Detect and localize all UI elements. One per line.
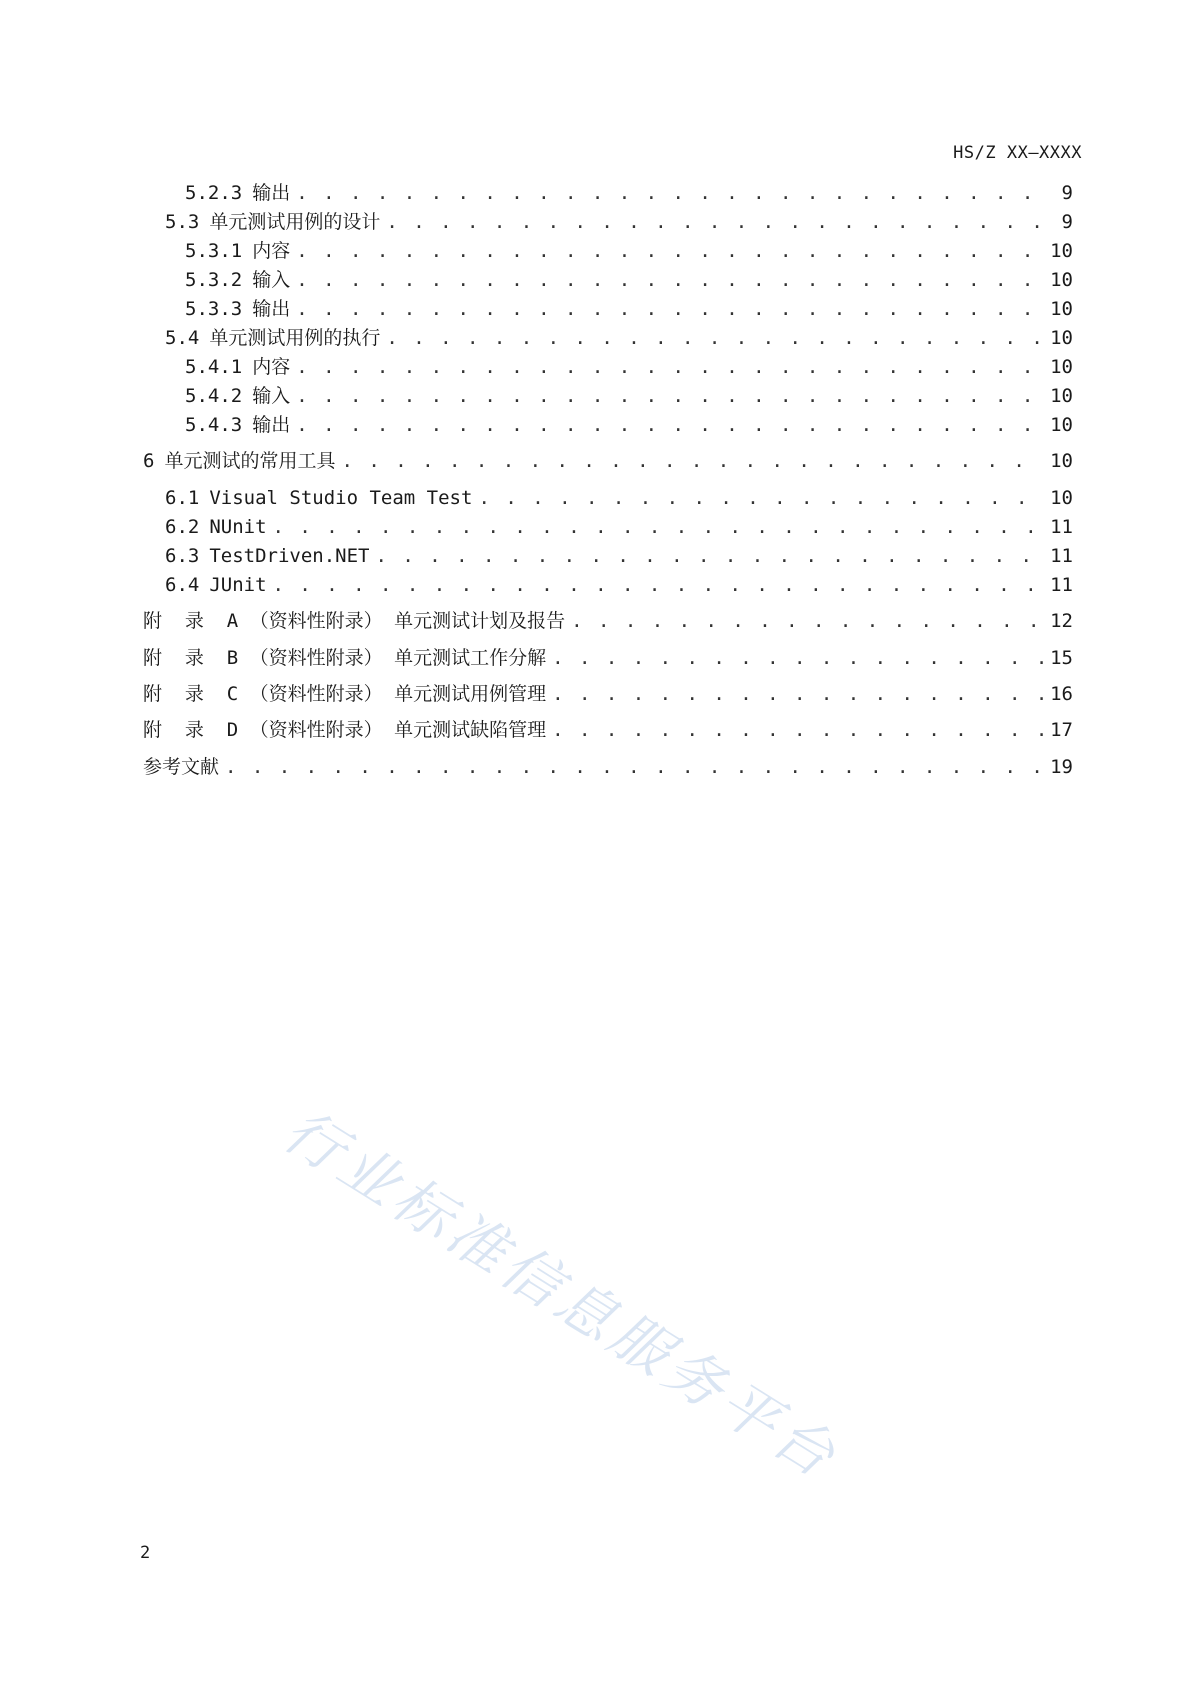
toc-label: 输入 [252, 385, 291, 407]
toc-number: 5.3 [165, 211, 200, 233]
toc-label: 输入 [252, 269, 291, 291]
watermark-text: 行业标准信息服务平台 [272, 1096, 851, 1493]
toc-entry-6-1[interactable] [143, 486, 1073, 510]
toc-number: 5.3.2 [185, 269, 243, 291]
leader-dots [552, 718, 1044, 742]
toc-entry-5-4-3[interactable] [143, 413, 1073, 437]
toc-number: 5.4.1 [185, 356, 243, 378]
leader-dots [296, 297, 1044, 321]
leader-dots [386, 210, 1045, 234]
toc-page: 10 [1050, 269, 1073, 291]
toc-number: 5.3.3 [185, 298, 243, 320]
toc-page: 11 [1050, 516, 1073, 538]
toc-label: 输出 [252, 182, 291, 204]
toc-entry-5-2-3[interactable] [143, 181, 1073, 205]
toc-number: 5.2.3 [185, 182, 243, 204]
toc-page: 10 [1050, 414, 1073, 436]
document-code: HS/Z XX—XXXX [953, 143, 1082, 163]
toc-number: 6.1 [165, 487, 200, 509]
leader-dots [273, 573, 1045, 597]
toc-page: 12 [1050, 610, 1073, 632]
toc-page: 10 [1050, 356, 1073, 378]
toc-number: 5.4.2 [185, 385, 243, 407]
toc-page: 10 [1050, 298, 1073, 320]
toc-entry-5-3-3[interactable] [143, 297, 1073, 321]
toc-entry-6-3[interactable] [143, 544, 1073, 568]
toc-entry-5-3[interactable] [143, 210, 1073, 234]
leader-dots [478, 486, 1044, 510]
leader-dots [552, 682, 1044, 706]
toc-number: 6.4 [165, 574, 200, 596]
toc-page: 10 [1050, 385, 1073, 407]
toc-label: 输出 [252, 298, 291, 320]
toc-label: JUnit [209, 574, 267, 596]
toc-label: 单元测试用例的设计 [209, 211, 381, 233]
toc-label: 参考文献 [143, 756, 220, 778]
toc-number: 5.3.1 [185, 240, 243, 262]
leader-dots [296, 268, 1044, 292]
leader-dots [225, 755, 1044, 779]
toc-entry-5-4-2[interactable] [143, 384, 1073, 408]
toc-label: 内容 [252, 240, 291, 262]
toc-label: TestDriven.NET [209, 545, 370, 567]
toc-label: 输出 [252, 414, 291, 436]
toc-number: 5.4.3 [185, 414, 243, 436]
toc-label: Visual Studio Team Test [209, 487, 473, 509]
toc-number: 5.4 [165, 327, 200, 349]
toc-number: 6 [143, 450, 155, 472]
toc-page: 10 [1050, 450, 1073, 472]
toc-label: 内容 [252, 356, 291, 378]
toc-page: 15 [1050, 647, 1073, 669]
toc-label: 附 录 A （资料性附录） 单元测试计划及报告 [143, 610, 566, 632]
toc-entry-appendix-d[interactable] [143, 718, 1073, 742]
toc-number: 6.2 [165, 516, 200, 538]
toc-entry-references[interactable] [143, 755, 1073, 779]
toc-page: 9 [1061, 182, 1073, 204]
toc-page: 10 [1050, 487, 1073, 509]
leader-dots [296, 413, 1044, 437]
toc-page: 11 [1050, 545, 1073, 567]
toc-page: 10 [1050, 240, 1073, 262]
toc-entry-6-4[interactable] [143, 573, 1073, 597]
toc-entry-5-3-2[interactable] [143, 268, 1073, 292]
toc-entry-6-2[interactable] [143, 515, 1073, 539]
toc-number: 6.3 [165, 545, 200, 567]
leader-dots [296, 355, 1044, 379]
toc-entry-5-3-1[interactable] [143, 239, 1073, 263]
toc-entry-appendix-b[interactable] [143, 646, 1073, 670]
toc-page: 11 [1050, 574, 1073, 596]
toc-entry-appendix-a[interactable] [143, 609, 1073, 633]
toc-page: 17 [1050, 719, 1073, 741]
leader-dots [273, 515, 1045, 539]
toc-label: 附 录 C （资料性附录） 单元测试用例管理 [143, 683, 547, 705]
toc-entry-appendix-c[interactable] [143, 682, 1073, 706]
toc-entry-6[interactable] [143, 449, 1073, 473]
leader-dots [571, 609, 1044, 633]
toc-entry-5-4[interactable] [143, 326, 1073, 350]
toc-label: 单元测试的常用工具 [164, 450, 336, 472]
toc-label: 附 录 D （资料性附录） 单元测试缺陷管理 [143, 719, 547, 741]
leader-dots [296, 181, 1045, 205]
toc-label: NUnit [209, 516, 267, 538]
toc-label: 附 录 B （资料性附录） 单元测试工作分解 [143, 647, 547, 669]
toc-label: 单元测试用例的执行 [209, 327, 381, 349]
page-number: 2 [140, 1543, 151, 1563]
leader-dots [386, 326, 1044, 350]
leader-dots [375, 544, 1044, 568]
toc-page: 9 [1061, 211, 1073, 233]
leader-dots [296, 384, 1044, 408]
toc-page: 19 [1050, 756, 1073, 778]
leader-dots [296, 239, 1044, 263]
leader-dots [552, 646, 1044, 670]
leader-dots [341, 449, 1044, 473]
toc-entry-5-4-1[interactable] [143, 355, 1073, 379]
toc-page: 16 [1050, 683, 1073, 705]
toc-page: 10 [1050, 327, 1073, 349]
